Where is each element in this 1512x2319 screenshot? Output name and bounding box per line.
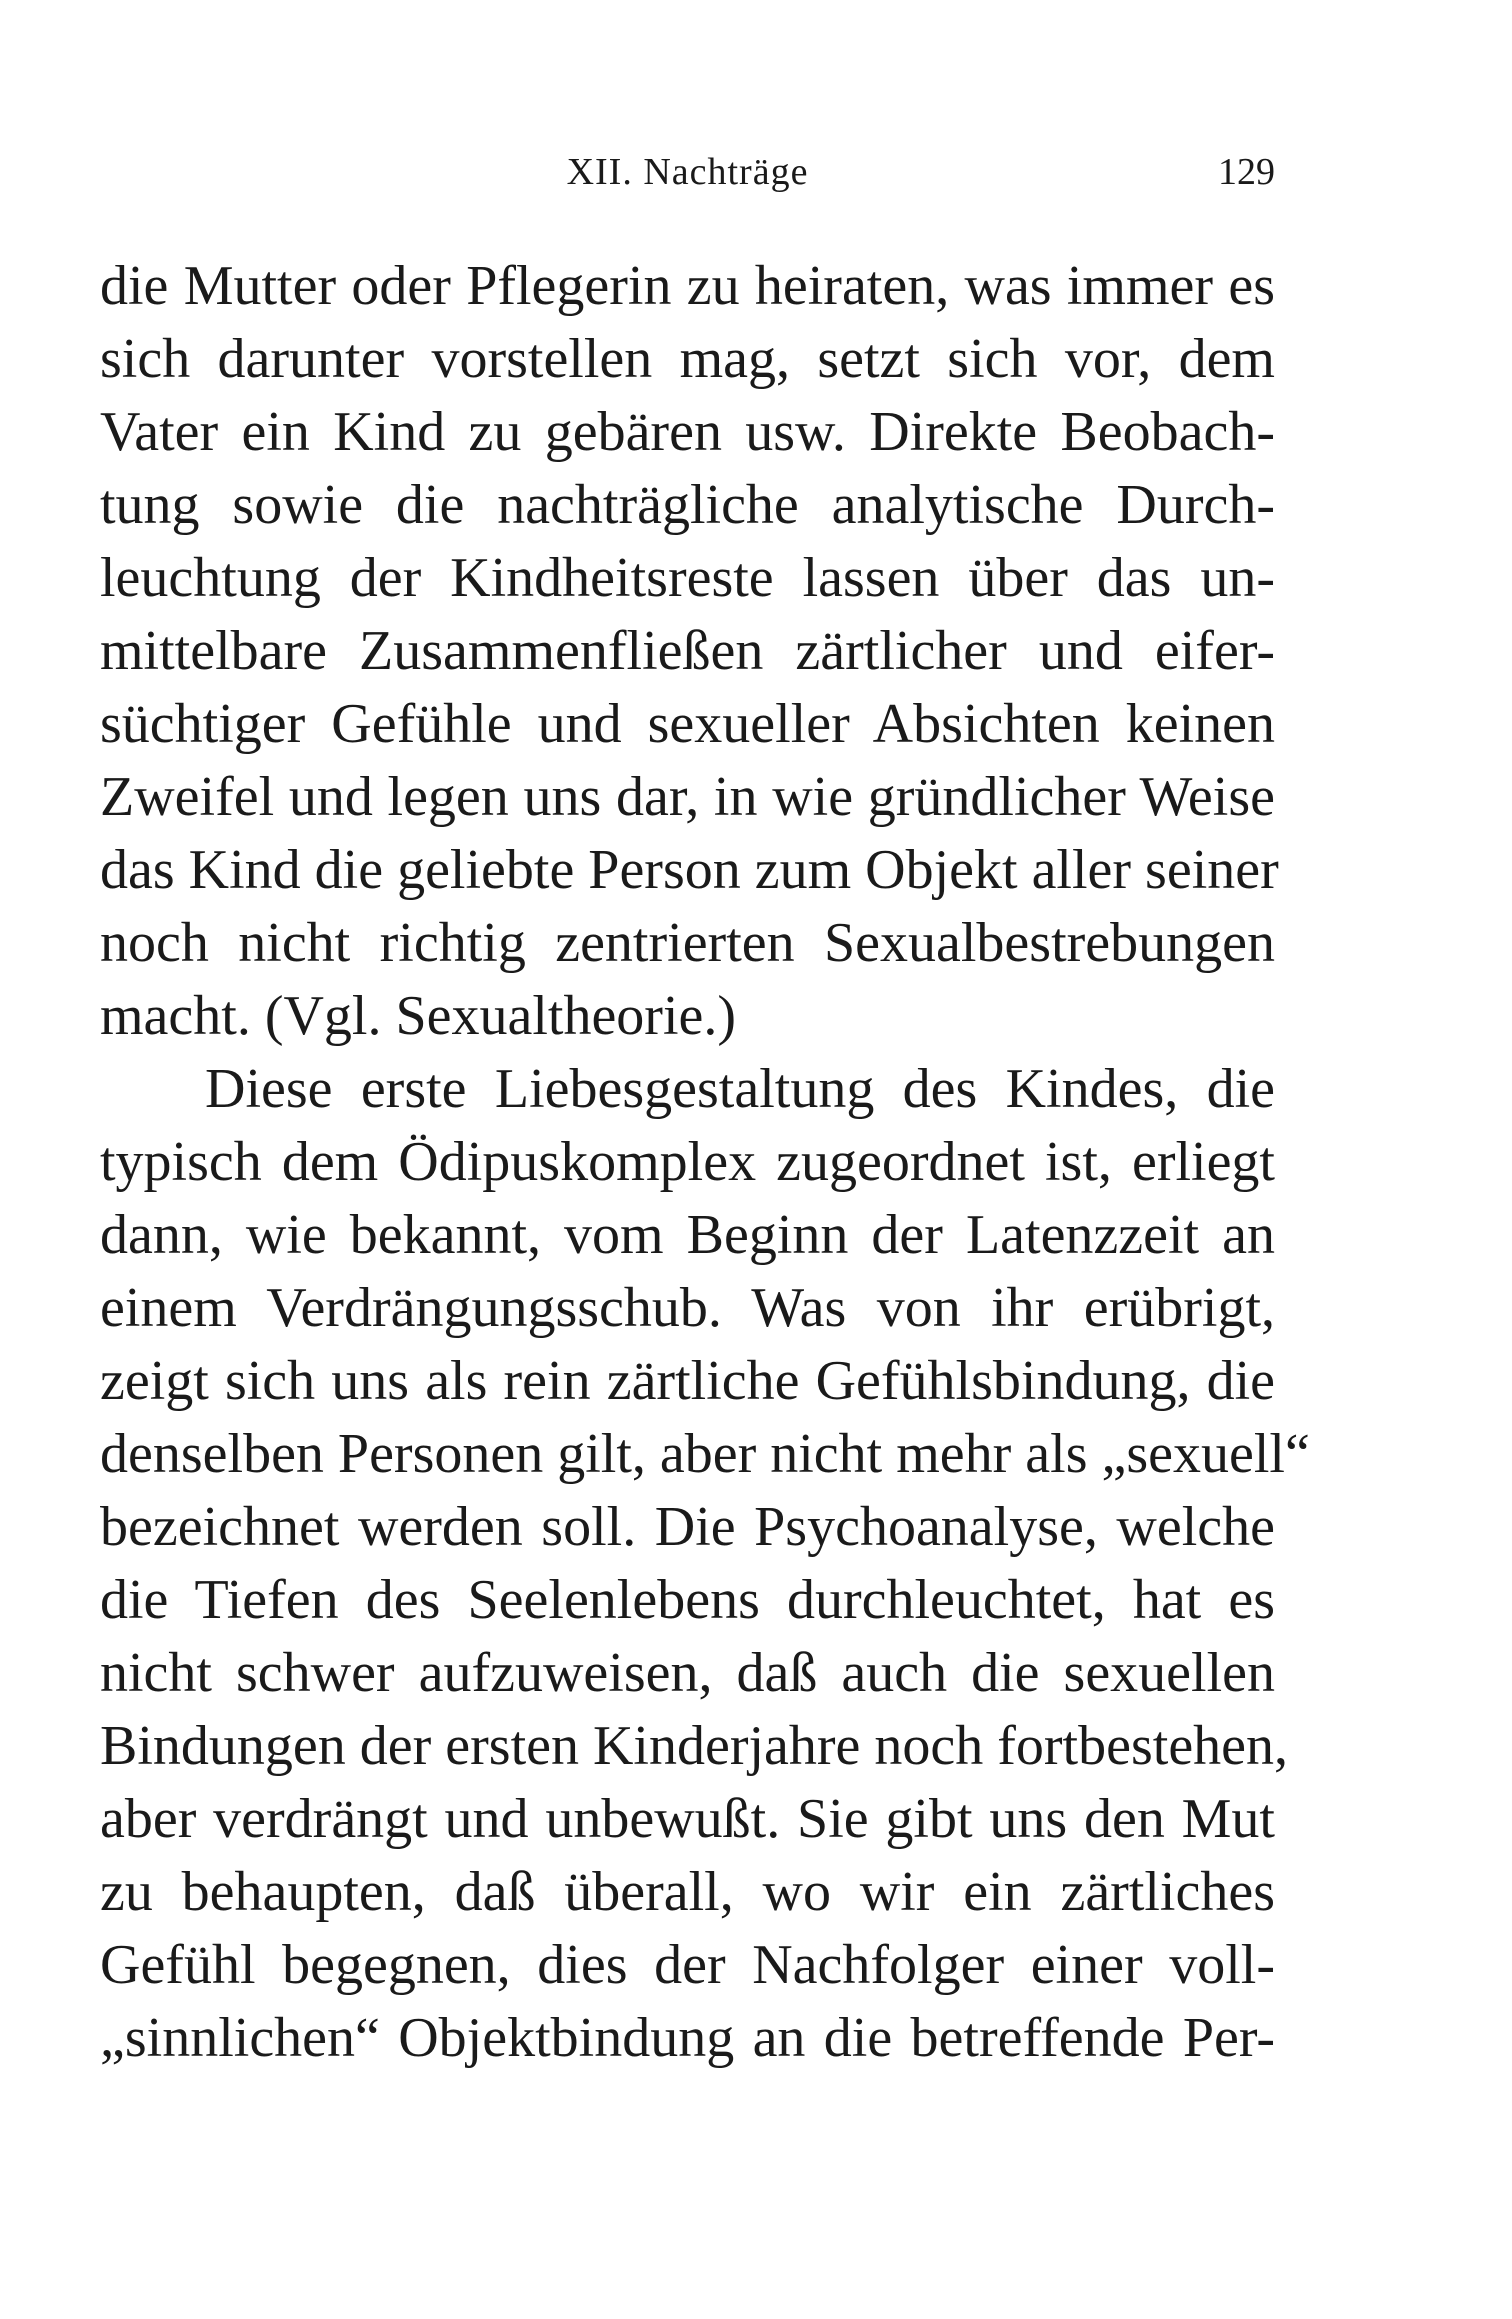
text-line: dann, wie bekannt, vom Beginn der Latenzzeit an xyxy=(100,1204,1275,1266)
paragraph xyxy=(100,250,1279,1053)
text-line: süchtiger Gefühle und sexueller Absichten keinen xyxy=(100,693,1275,755)
page-number: 129 xyxy=(1218,151,1275,193)
paragraph xyxy=(100,1053,1310,2075)
text-line: Zweifel und legen uns dar, in wie gründlicher Weise xyxy=(100,766,1275,828)
running-head xyxy=(100,150,1275,210)
text-line: aber verdrängt und unbewußt. Sie gibt uns den Mut xyxy=(100,1788,1275,1850)
text-line: macht. (Vgl. Sexualtheorie.) xyxy=(100,985,737,1047)
text-line: Bindungen der ersten Kinderjahre noch fortbestehen, xyxy=(100,1715,1289,1777)
body-text xyxy=(100,250,1310,2075)
text-line: die Tiefen des Seelenlebens durchleuchtet, hat es xyxy=(100,1569,1275,1631)
text-line: tung sowie die nachträgliche analytische Durch- xyxy=(100,474,1275,536)
chapter-title: XII. Nachträge xyxy=(566,151,809,193)
text-line: einem Verdrängungsschub. Was von ihr erübrigt, xyxy=(100,1277,1275,1339)
text-line: die Mutter oder Pflegerin zu heiraten, was immer es xyxy=(100,255,1275,317)
text-line: sich darunter vorstellen mag, setzt sich vor, dem xyxy=(100,328,1275,390)
text-line: nicht schwer aufzuweisen, daß auch die sexuellen xyxy=(100,1642,1275,1704)
text-line: typisch dem Ödipuskomplex zugeordnet ist, erliegt xyxy=(100,1131,1275,1193)
text-line: Diese erste Liebesgestaltung des Kindes, die xyxy=(205,1058,1275,1120)
text-line: Gefühl begegnen, dies der Nachfolger einer voll- xyxy=(100,1934,1275,1996)
text-line: mittelbare Zusammenfließen zärtlicher und eifer- xyxy=(100,620,1275,682)
text-line: zeigt sich uns als rein zärtliche Gefühlsbindung, die xyxy=(100,1350,1275,1412)
text-line: noch nicht richtig zentrierten Sexualbestrebungen xyxy=(100,912,1275,974)
text-line: zu behaupten, daß überall, wo wir ein zärtliches xyxy=(100,1861,1275,1923)
text-line: das Kind die geliebte Person zum Objekt aller seiner xyxy=(100,839,1279,901)
text-line: „sinnlichen“ Objektbindung an die betreffende Per- xyxy=(100,2007,1275,2069)
text-line: denselben Personen gilt, aber nicht mehr als „sexuell“ xyxy=(100,1423,1310,1485)
text-line: bezeichnet werden soll. Die Psychoanalyse, welche xyxy=(100,1496,1275,1558)
text-line: Vater ein Kind zu gebären usw. Direkte Beobach- xyxy=(100,401,1275,463)
text-line: leuchtung der Kindheitsreste lassen über das un- xyxy=(100,547,1275,609)
